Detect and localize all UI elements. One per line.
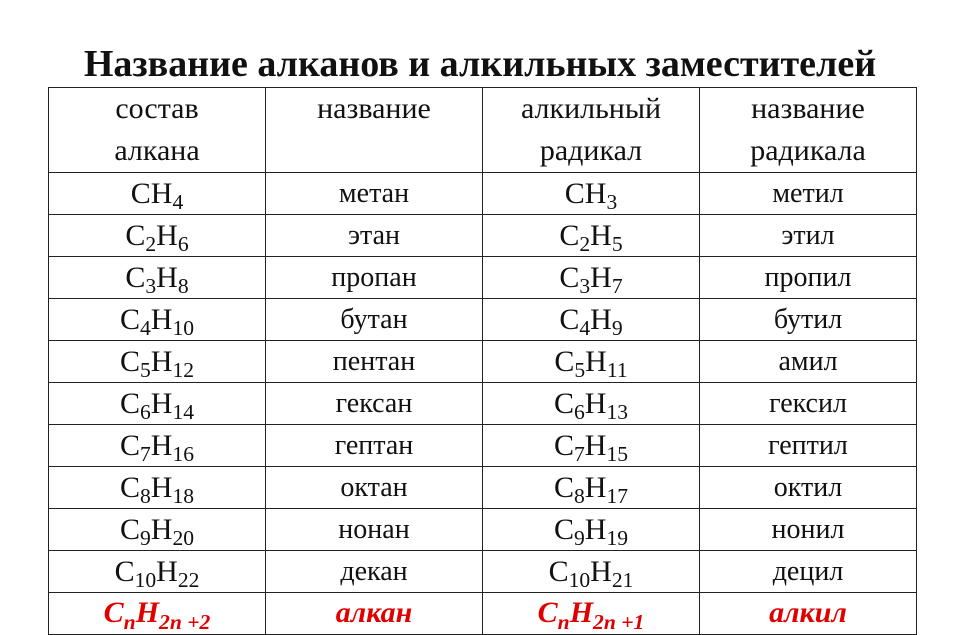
hydrogen-count: 17 xyxy=(606,484,629,509)
general-radical-formula-cell: $C_nH_{2n +1}$ xyxy=(483,593,700,635)
hydrogen-count: 7 xyxy=(611,274,623,299)
hydrogen-count: 18 xyxy=(172,484,195,509)
header-alkane-composition xyxy=(49,88,266,173)
table-row xyxy=(49,425,917,467)
radical-name-cell: гептил xyxy=(700,425,917,467)
hydrogen-count: 9 xyxy=(611,316,623,341)
radical-name-cell: пропил xyxy=(700,257,917,299)
alkane-name-cell: октан xyxy=(266,467,483,509)
carbon-count: 6 xyxy=(573,400,585,425)
alkane-name-cell: бутан xyxy=(266,299,483,341)
carbon-count: 8 xyxy=(139,484,151,509)
radical-formula-cell: $C_6H_{13}$ xyxy=(483,383,700,425)
general-radical-name-cell: алкил xyxy=(700,593,917,635)
carbon-count: 2 xyxy=(145,232,157,257)
alkane-name-cell: нонан xyxy=(266,509,483,551)
radical-formula-cell: $C_9H_{19}$ xyxy=(483,509,700,551)
alkane-name-cell: этан xyxy=(266,215,483,257)
radical-name-cell: амил xyxy=(700,341,917,383)
hydrogen-count: 3 xyxy=(606,190,618,215)
alkane-formula-cell: $C_6H_{14}$ xyxy=(49,383,266,425)
carbon-count: 5 xyxy=(139,358,151,383)
header-line: радикала xyxy=(750,134,866,167)
carbon-count: 9 xyxy=(139,526,151,551)
carbon-count: 7 xyxy=(573,442,585,467)
carbon-count: 5 xyxy=(574,358,586,383)
hydrogen-count: 12 xyxy=(172,358,195,383)
radical-formula-cell: $C_2H_5$ xyxy=(483,215,700,257)
header-alkyl-radical xyxy=(483,88,700,173)
alkane-name-cell: декан xyxy=(266,551,483,593)
carbon-count: 3 xyxy=(579,274,591,299)
header-row xyxy=(49,88,917,173)
alkane-formula-cell: $C_2H_6$ xyxy=(49,215,266,257)
carbon-count: n xyxy=(557,609,570,634)
carbon-count: n xyxy=(123,609,136,634)
alkane-formula-cell: $CH_4$ xyxy=(49,173,266,215)
radical-formula-cell: $C_{10}H_{21}$ xyxy=(483,551,700,593)
header-line: состав xyxy=(115,92,199,125)
radical-name-cell: бутил xyxy=(700,299,917,341)
radical-name-cell: октил xyxy=(700,467,917,509)
hydrogen-count: 11 xyxy=(606,358,628,383)
hydrogen-count: 19 xyxy=(606,526,629,551)
carbon-count: 3 xyxy=(145,274,157,299)
hydrogen-count: 8 xyxy=(177,274,189,299)
radical-formula-cell: $C_5H_{11}$ xyxy=(483,341,700,383)
carbon-count: 4 xyxy=(579,316,591,341)
general-formula-row xyxy=(49,593,917,635)
hydrogen-count: 6 xyxy=(177,232,189,257)
hydrogen-count: 14 xyxy=(172,400,195,425)
radical-name-cell: нонил xyxy=(700,509,917,551)
hydrogen-count: 4 xyxy=(172,190,184,215)
radical-formula-cell: $C_4H_9$ xyxy=(483,299,700,341)
header-radical-name xyxy=(700,88,917,173)
table-row xyxy=(49,509,917,551)
hydrogen-count: 22 xyxy=(177,568,200,593)
table-row xyxy=(49,299,917,341)
radical-formula-cell: $CH_3$ xyxy=(483,173,700,215)
carbon-count: 9 xyxy=(573,526,585,551)
header-line: алкана xyxy=(114,134,200,167)
alkane-name-cell: гептан xyxy=(266,425,483,467)
hydrogen-count: 5 xyxy=(611,232,623,257)
alkane-formula-cell: $C_3H_8$ xyxy=(49,257,266,299)
alkane-formula-cell: $C_5H_{12}$ xyxy=(49,341,266,383)
hydrogen-count: 16 xyxy=(172,442,195,467)
hydrogen-count: 2n +1 xyxy=(593,609,645,634)
hydrogen-count: 20 xyxy=(172,526,195,551)
alkane-formula-cell: $C_8H_{18}$ xyxy=(49,467,266,509)
carbon-count: 6 xyxy=(139,400,151,425)
alkane-name-cell: метан xyxy=(266,173,483,215)
hydrogen-count: 21 xyxy=(611,568,634,593)
alkane-formula-cell: $C_9H_{20}$ xyxy=(49,509,266,551)
header-line: название xyxy=(751,92,865,125)
table-row xyxy=(49,215,917,257)
header-alkane-name xyxy=(266,88,483,173)
carbon-count: 8 xyxy=(573,484,585,509)
general-alkane-formula-cell: $C_nH_{2n +2}$ xyxy=(49,593,266,635)
table-row xyxy=(49,551,917,593)
header-line: радикал xyxy=(539,134,643,167)
carbon-count: 7 xyxy=(139,442,151,467)
radical-formula-cell: $C_8H_{17}$ xyxy=(483,467,700,509)
alkane-name-cell: гексан xyxy=(266,383,483,425)
header-line: название xyxy=(317,92,431,125)
hydrogen-count: 13 xyxy=(606,400,629,425)
radical-name-cell: метил xyxy=(700,173,917,215)
hydrogen-count: 2n +2 xyxy=(159,609,211,634)
hydrogen-count: 10 xyxy=(172,316,195,341)
radical-name-cell: гексил xyxy=(700,383,917,425)
hydrogen-count: 15 xyxy=(606,442,629,467)
table-row xyxy=(49,341,917,383)
page-title: Название алканов и алкильных заместителей xyxy=(83,43,877,85)
radical-formula-cell: $C_7H_{15}$ xyxy=(483,425,700,467)
carbon-count: 4 xyxy=(139,316,151,341)
general-alkane-name-cell: алкан xyxy=(266,593,483,635)
carbon-count: 10 xyxy=(568,568,591,593)
alkanes-table xyxy=(48,87,917,635)
radical-name-cell: этил xyxy=(700,215,917,257)
carbon-count: 10 xyxy=(134,568,157,593)
table-row xyxy=(49,467,917,509)
radical-formula-cell: $C_3H_7$ xyxy=(483,257,700,299)
alkane-formula-cell: $C_4H_{10}$ xyxy=(49,299,266,341)
table-row xyxy=(49,257,917,299)
table-row xyxy=(49,383,917,425)
alkane-name-cell: пентан xyxy=(266,341,483,383)
carbon-count: 2 xyxy=(579,232,591,257)
alkane-formula-cell: $C_7H_{16}$ xyxy=(49,425,266,467)
table-row xyxy=(49,173,917,215)
radical-name-cell: децил xyxy=(700,551,917,593)
alkane-name-cell: пропан xyxy=(266,257,483,299)
header-line: алкильный xyxy=(520,92,662,125)
alkane-formula-cell: $C_{10}H_{22}$ xyxy=(49,551,266,593)
